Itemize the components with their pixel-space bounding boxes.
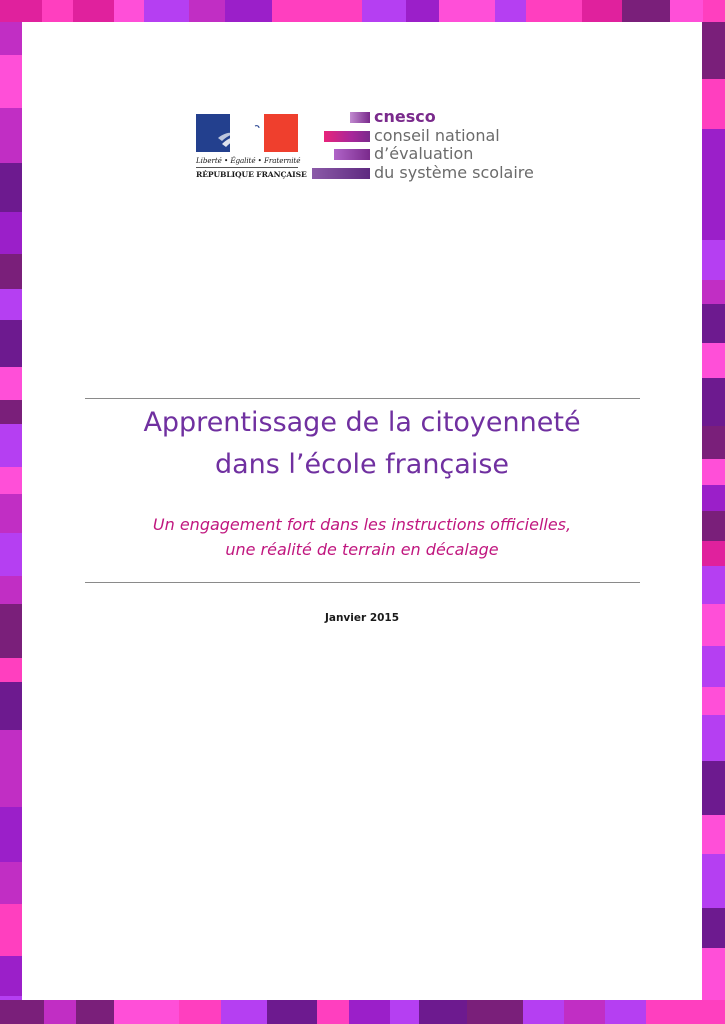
- border-tile: [0, 1000, 44, 1024]
- border-tile: [439, 0, 495, 22]
- border-tile: [702, 687, 725, 715]
- border-tile: [0, 682, 22, 730]
- border-tile: [0, 254, 22, 289]
- border-tile: [317, 1000, 349, 1024]
- border-tile: [419, 1000, 467, 1024]
- border-tile: [76, 1000, 114, 1024]
- cnesco-bar-1: [350, 112, 370, 123]
- border-tile: [702, 854, 725, 908]
- border-tile: [0, 400, 22, 424]
- border-tile: [702, 815, 725, 854]
- border-tile: [702, 459, 725, 485]
- border-tile: [390, 1000, 419, 1024]
- border-tile: [221, 1000, 267, 1024]
- title-line-2: dans l’école française: [214, 449, 510, 480]
- border-tile: [0, 862, 22, 904]
- border-tile: [0, 494, 22, 533]
- border-tile: [0, 807, 22, 836]
- border-tile: [362, 0, 406, 22]
- border-tile: [0, 776, 22, 807]
- border-tile: [702, 566, 725, 604]
- border-tile: [702, 604, 725, 646]
- border-tile: [0, 55, 22, 108]
- border-tile: [114, 0, 144, 22]
- border-tile: [702, 908, 725, 948]
- border-tile: [702, 48, 725, 79]
- border-tile: [702, 203, 725, 240]
- border-tile: [564, 1000, 605, 1024]
- border-tile: [703, 0, 725, 22]
- cnesco-bar-2: [324, 131, 370, 142]
- border-tile: [0, 533, 22, 576]
- cover-page: [22, 22, 702, 1000]
- cnesco-logo: [312, 108, 572, 188]
- border-tile: [349, 1000, 390, 1024]
- border-tile: [0, 0, 42, 22]
- border-tile: [0, 996, 22, 1000]
- cnesco-line-2: d’évaluation: [374, 144, 474, 163]
- border-tile: [702, 129, 725, 158]
- border-tile: [702, 485, 725, 511]
- subtitle-line-1: Un engagement fort dans les instructions officielles,: [152, 515, 572, 534]
- border-tile: [467, 1000, 523, 1024]
- border-tile: [0, 467, 22, 494]
- marianne-icon: [214, 114, 280, 152]
- border-tile: [702, 22, 725, 48]
- border-tile: [0, 424, 22, 467]
- border-tile: [314, 0, 362, 22]
- border-tile: [702, 158, 725, 203]
- border-tile: [702, 304, 725, 343]
- border-tile: [523, 1000, 564, 1024]
- title-line-1: Apprentissage de la citoyenneté: [143, 407, 581, 438]
- border-tile: [702, 343, 725, 378]
- border-tile: [0, 576, 22, 604]
- publication-date: Janvier 2015: [324, 612, 400, 624]
- border-tile: [0, 108, 22, 163]
- logo-divider: [196, 167, 298, 168]
- cnesco-bar-3: [334, 149, 370, 160]
- border-tile: [702, 511, 725, 541]
- border-tile: [406, 0, 439, 22]
- border-tile: [0, 289, 22, 320]
- border-tile: [702, 280, 725, 304]
- border-tile: [0, 904, 22, 956]
- border-tile: [582, 0, 622, 22]
- border-tile: [702, 646, 725, 687]
- republique-name: RÉPUBLIQUE FRANÇAISE: [196, 170, 307, 179]
- border-tile: [44, 1000, 76, 1024]
- republique-francaise-logo: [196, 114, 307, 200]
- border-tile: [646, 1000, 681, 1024]
- border-tile: [0, 658, 22, 682]
- border-tile: [670, 0, 703, 22]
- cnesco-line-1: conseil national: [374, 126, 500, 145]
- border-tile: [0, 212, 22, 254]
- border-tile: [702, 715, 725, 761]
- border-tile: [73, 0, 114, 22]
- border-tile: [702, 761, 725, 815]
- document-subtitle: [62, 512, 662, 562]
- border-tile: [526, 0, 582, 22]
- republique-motto: Liberté • Égalité • Fraternité: [196, 156, 301, 165]
- border-tile: [114, 1000, 144, 1024]
- cnesco-line-3: du système scolaire: [374, 163, 534, 182]
- border-tile: [225, 0, 272, 22]
- bottom-divider: [85, 582, 640, 583]
- border-tile: [144, 0, 189, 22]
- border-tile: [702, 541, 725, 566]
- border-tile: [0, 22, 22, 55]
- document-title: [62, 402, 662, 486]
- border-tile: [702, 426, 725, 459]
- border-tile: [702, 378, 725, 426]
- border-tile: [0, 730, 22, 776]
- subtitle-line-2: une réalité de terrain en décalage: [225, 540, 499, 559]
- border-tile: [179, 1000, 221, 1024]
- border-tile: [605, 1000, 646, 1024]
- border-tile: [42, 0, 73, 22]
- border-tile: [495, 0, 526, 22]
- border-tile: [0, 163, 22, 212]
- border-tile: [702, 240, 725, 280]
- cnesco-bar-4: [312, 168, 370, 179]
- top-divider: [85, 398, 640, 399]
- border-tile: [0, 836, 22, 862]
- border-tile: [0, 367, 22, 400]
- border-tile: [144, 1000, 179, 1024]
- border-tile: [702, 948, 725, 998]
- border-tile: [702, 998, 725, 1000]
- border-tile: [681, 1000, 725, 1024]
- border-tile: [0, 956, 22, 996]
- border-tile: [272, 0, 314, 22]
- border-tile: [702, 79, 725, 129]
- border-tile: [267, 1000, 317, 1024]
- border-tile: [0, 320, 22, 367]
- border-tile: [0, 604, 22, 658]
- border-tile: [189, 0, 225, 22]
- border-tile: [622, 0, 670, 22]
- cnesco-brand: cnesco: [374, 107, 436, 126]
